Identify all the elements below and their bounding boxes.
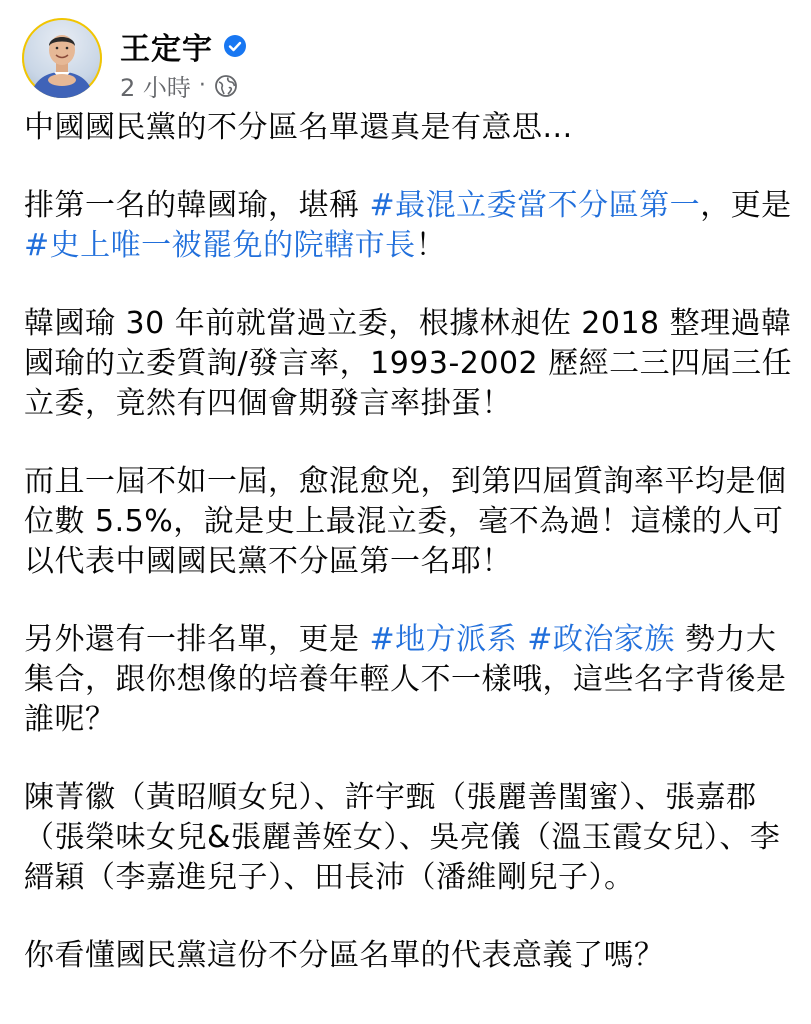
post-paragraph-3: 韓國瑜 30 年前就當過立委，根據林昶佐 2018 整理過韓國瑜的立委質詢/發言率，1993-2002 歷經二三四屆三任立委，竟然有四個會期發言率掛蛋！ [24, 306, 793, 421]
author-line [120, 24, 247, 68]
post-body [24, 108, 794, 1014]
paragraph-text: ，更是 [700, 188, 792, 223]
post-paragraph-6: 陳菁徽（黃昭順女兒）、許宇甄（張麗善閨蜜）、張嘉郡（張榮味女兒&張麗善姪女）、吳亮儀（溫玉霞女兒）、李縉穎（李嘉進兒子）、田長沛（潘維剛兒子）。 [24, 780, 781, 895]
paragraph-text: 另外還有一排名單，更是 [24, 622, 370, 657]
hashtag-link[interactable]: #最混立委當不分區第一 [369, 188, 701, 223]
post-timestamp[interactable]: 2 小時 [120, 74, 191, 102]
post-paragraph-1: 中國國民黨的不分區名單還真是有意思... [24, 110, 573, 145]
paragraph-text: 勢力大集合，跟你想像的培養年輕人不一樣哦，這些名字背後是誰呢？ [24, 622, 787, 737]
hashtag-link[interactable]: #史上唯一被罷免的院轄市長 [24, 228, 416, 263]
paragraph-text: 排第一名的韓國瑜，堪稱 [24, 188, 370, 223]
post-meta [120, 68, 238, 103]
meta-separator: · [198, 73, 206, 98]
paragraph-text: ！ [415, 228, 447, 263]
avatar-portrait-icon [22, 18, 102, 98]
post-header [22, 18, 782, 104]
verified-badge-icon [223, 34, 247, 58]
post-paragraph-4: 而且一屆不如一屆，愈混愈兇，到第四屆質詢率平均是個位數 5.5%，說是史上最混立委，毫不為過！這樣的人可以代表中國國民黨不分區第一名耶！ [24, 464, 787, 579]
post-paragraph-7: 你看懂國民黨這份不分區名單的代表意義了嗎？ [24, 938, 665, 973]
hashtag-link[interactable]: #地方派系 [369, 622, 518, 657]
author-name[interactable]: 王定宇 [120, 32, 213, 67]
hashtag-link[interactable]: #政治家族 [527, 622, 675, 657]
post-paragraph-2 [24, 186, 794, 266]
post-paragraph-5 [24, 620, 794, 740]
avatar[interactable] [22, 18, 102, 98]
paragraph-text [517, 622, 527, 657]
globe-icon[interactable] [214, 74, 238, 98]
